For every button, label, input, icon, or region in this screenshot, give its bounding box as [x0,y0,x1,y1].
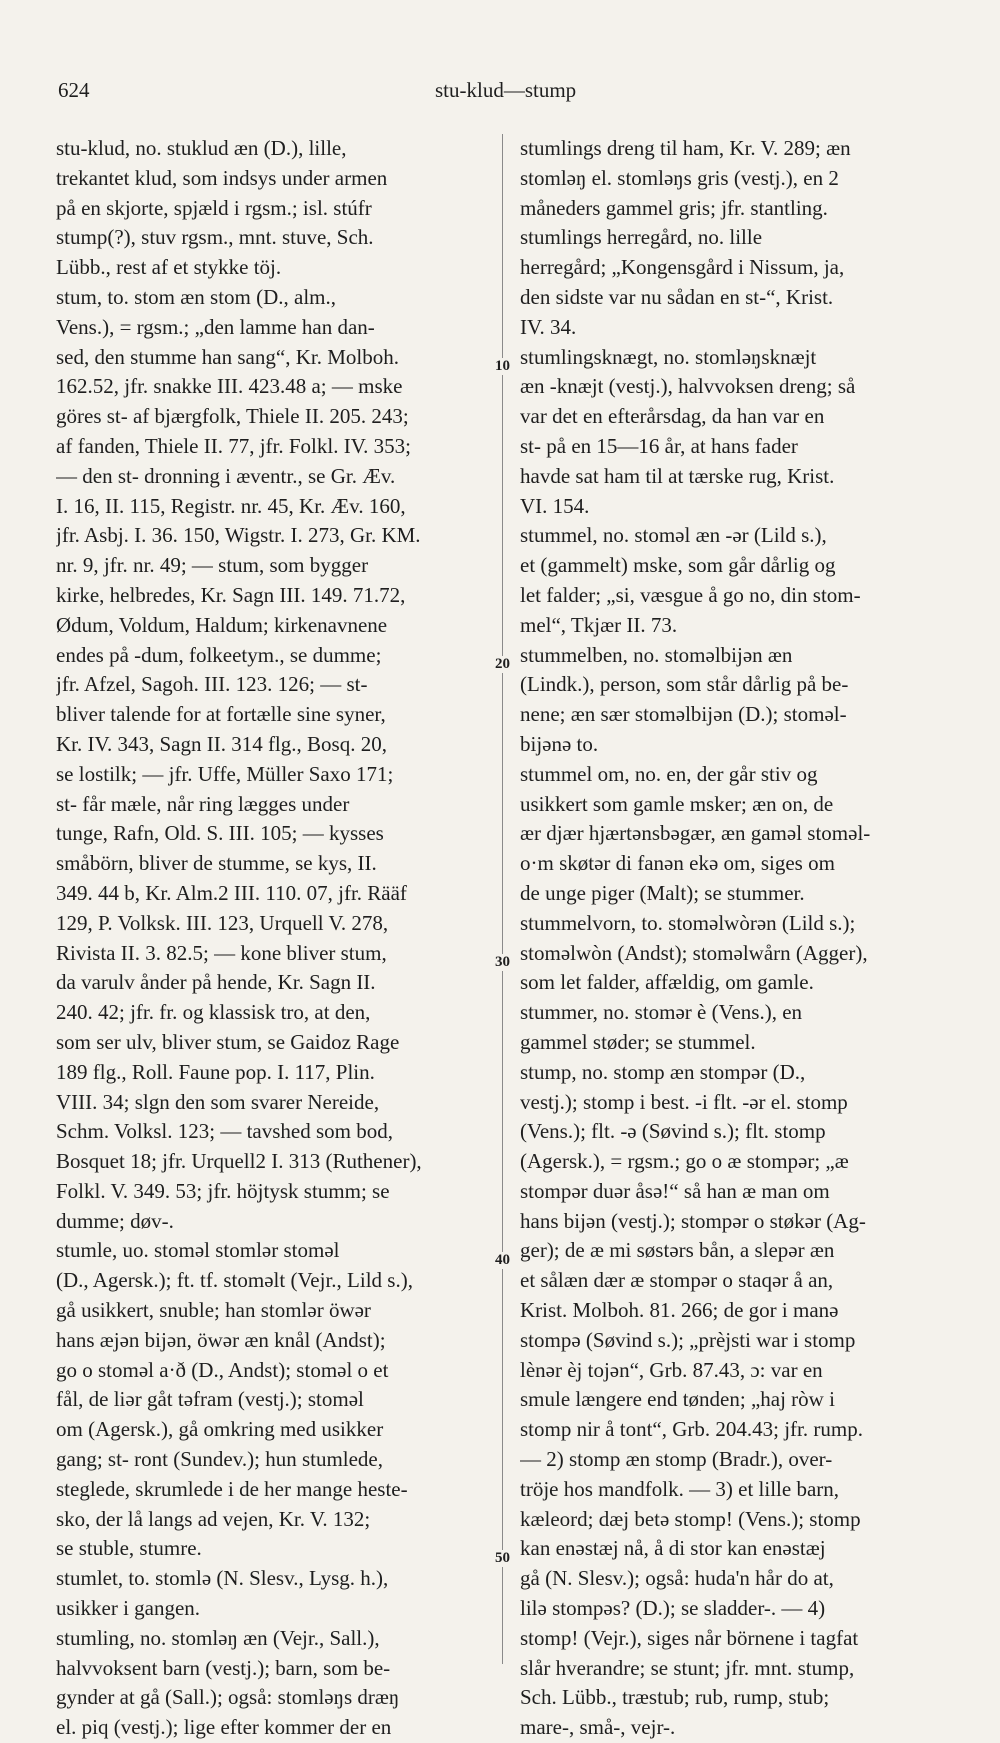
text-line: stummel om, no. en, der går stiv og [520,761,818,786]
text-line: gynder at gå (Sall.); også: stomlǝŋs dræŋ [56,1685,400,1710]
text-line: Sch. Lübb., træstub; rub, rump, stub; [520,1685,830,1710]
text-line: bijǝnǝ to. [520,731,599,756]
text-line: 129, P. Volksk. III. 123, Urquell V. 278, [56,910,389,935]
text-line: usikkert som gamle msker; æn on, de [520,791,834,816]
text-line: om (Agersk.), gå omkring med usikker [56,1417,384,1442]
text-line: 189 flg., Roll. Faune pop. I. 117, Plin. [56,1059,375,1084]
text-line: sko, der lå langs ad vejen, Kr. V. 132; [56,1506,371,1531]
text-line: Krist. Molboh. 81. 266; de gor i manǝ [520,1298,839,1323]
text-line: mare-, små-, vejr-. [520,1715,676,1740]
text-line: havde sat ham til at tærske rug, Krist. [520,463,835,488]
text-line: stompǝ (Søvind s.); „prèjsti war i stomp [520,1327,856,1352]
text-line: (D., Agersk.); ft. tf. stomǝlt (Vejr., Lild s.), [56,1268,413,1293]
text-line: Bosquet 18; jfr. Urquell2 I. 313 (Ruthener), [56,1149,422,1174]
text-line: jfr. Asbj. I. 36. 150, Wigstr. I. 273, Gr. KM. [56,523,421,548]
text-line: Kr. IV. 343, Sagn II. 314 flg., Bosq. 20, [56,731,387,756]
text-line: stumlingsknægt, no. stomlǝŋsknæjt [520,344,817,369]
text-line: af fanden, Thiele II. 77, jfr. Folkl. IV. 353; [56,433,411,458]
text-line: go o stomǝl a·ð (D., Andst); stomǝl o et [56,1357,389,1382]
text-line: stomǝlwòn (Andst); stomǝlwårn (Agger), [520,940,868,965]
line-marker-30: 30 [495,954,510,970]
text-line: tröje hos mandfolk. — 3) et lille barn, [520,1476,840,1501]
text-line: nene; æn sær stomǝlbijǝn (D.); stomǝl- [520,702,847,727]
text-line: stomlǝŋ el. stomlǝŋs gris (vestj.), en 2 [520,165,839,190]
text-line: på en skjorte, spjæld i rgsm.; isl. stúfr [56,195,372,220]
text-line: stumlings dreng til ham, Kr. V. 289; æn [520,136,851,160]
text-line: trekantet klud, som indsys under armen [56,165,388,190]
text-line: göres st- af bjærgfolk, Thiele II. 205. 243; [56,404,409,429]
text-line: stumlings herregård, no. lille [520,225,763,250]
text-line: VI. 154. [520,493,590,518]
text-line: ær djær hjærtǝnsbǝgær, æn gamǝl stomǝl- [520,821,871,846]
left-column [56,134,496,1743]
text-line: stomp nir å tont“, Grb. 204.43; jfr. rump. [520,1417,863,1442]
text-line: slår hverandre; se stunt; jfr. mnt. stump, [520,1655,855,1680]
text-line: halvvoksent barn (vestj.); barn, som be- [56,1655,391,1680]
text-line: stummer, no. stomǝr è (Vens.), en [520,1000,803,1025]
text-line: (Lindk.), person, som står dårlig på be- [520,672,849,697]
text-line: stummelben, no. stomǝlbijǝn æn [520,642,793,667]
text-line: I. 16, II. 115, Registr. nr. 45, Kr. Æv. 160, [56,493,406,518]
text-line: Ødum, Voldum, Haldum; kirkenavnene [56,612,388,637]
text-line: stompǝr duǝr åsǝ!“ så han æ man om [520,1178,830,1203]
text-line: Lübb., rest af et stykke töj. [56,255,282,280]
text-line: var det en efterårsdag, da han var en [520,404,825,429]
text-line: st- på en 15—16 år, at hans fader [520,433,798,458]
text-line: kirke, helbredes, Kr. Sagn III. 149. 71.72, [56,582,406,607]
text-line: nr. 9, jfr. nr. 49; — stum, som bygger [56,553,369,578]
text-line: stump(?), stuv rgsm., mnt. stuve, Sch. [56,225,374,250]
text-line: sed, den stumme han sang“, Kr. Molboh. [56,344,399,369]
line-marker-10: 10 [495,358,510,374]
text-line: stump, no. stomp æn stompǝr (D., [520,1059,806,1084]
text-line: æn -knæjt (vestj.), halvvoksen dreng; så [520,374,856,399]
text-line: kan enǝstæj nå, å di stor kan enǝstæj [520,1536,826,1561]
text-line: som ser ulv, bliver stum, se Gaidoz Rage [56,1029,400,1054]
text-line: endes på -dum, folkeetym., se dumme; [56,642,382,667]
right-column [520,134,960,1743]
text-line: Rivista II. 3. 82.5; — kone bliver stum, [56,940,387,965]
text-line: lènǝr èj tojǝn“, Grb. 87.43, ɔ: var en [520,1357,823,1382]
text-line: smule længere end tønden; „haj ròw i [520,1387,835,1412]
text-line: småbörn, bliver de stumme, se kys, II. [56,851,377,876]
text-line: lilǝ stompǝs? (D.); se sladder-. — 4) [520,1596,826,1621]
text-line: stu-klud, no. stuklud æn (D.), lille, [56,136,347,160]
line-marker-20: 20 [495,656,510,672]
text-line: 349. 44 b, Kr. Alm.2 III. 110. 07, jfr. Rääf [56,880,407,905]
text-line: vestj.); stomp i best. -i flt. -ǝr el. stomp [520,1089,848,1114]
text-line: gå (N. Slesv.); også: huda'n hår do at, [520,1566,834,1591]
text-line: den sidste var nu sådan en st-“, Krist. [520,284,834,309]
text-line: Vens.), = rgsm.; „den lamme han dan- [56,314,375,339]
text-line: mel“, Tkjær II. 73. [520,612,678,637]
text-line: måneders gammel gris; jfr. stantling. [520,195,828,220]
text-line: (Vens.); flt. -ǝ (Søvind s.); flt. stomp [520,1119,826,1144]
text-line: stummel, no. stomǝl æn -ǝr (Lild s.), [520,523,827,548]
text-line: et sålæn dær æ stompǝr o staqǝr å an, [520,1268,834,1293]
text-line: hans æjǝn bijǝn, öwǝr æn knål (Andst); [56,1327,386,1352]
line-marker-40: 40 [495,1252,510,1268]
text-line: steglede, skrumlede i de her mange heste- [56,1476,408,1501]
text-line: fål, de liǝr gåt tǝfram (vestj.); stomǝl [56,1387,364,1412]
text-line: stum, to. stom æn stom (D., alm., [56,284,337,309]
text-line: et (gammelt) mske, som går dårlig og [520,553,836,578]
text-line: 162.52, jfr. snakke III. 423.48 a; — mske [56,374,403,399]
text-line: stumle, uo. stomǝl stomlǝr stomǝl [56,1238,340,1263]
text-line: som let falder, affældig, om gamle. [520,970,814,995]
text-line: usikker i gangen. [56,1596,201,1621]
text-line: hans bijǝn (vestj.); stompǝr o støkǝr (Ag- [520,1208,866,1233]
text-line: ger); de æ mi søstǝrs bån, a slepǝr æn [520,1238,835,1263]
page-number: 624 [58,78,90,102]
text-line: Schm. Volksl. 123; — tavshed som bod, [56,1119,393,1144]
text-line: gammel støder; se stummel. [520,1029,756,1054]
text-line: stomp! (Vejr.), siges når börnene i tagfat [520,1625,859,1650]
text-line: da varulv ånder på hende, Kr. Sagn II. [56,970,376,995]
text-line: de unge piger (Malt); se stummer. [520,880,805,905]
text-line: tunge, Rafn, Old. S. III. 105; — kysses [56,821,384,846]
text-line: el. piq (vestj.); lige efter kommer der en [56,1715,392,1740]
text-line: — den st- dronning i æventr., se Gr. Æv. [56,463,396,488]
text-line: kæleord; dæj betǝ stomp! (Vens.); stomp [520,1506,861,1531]
text-line: 240. 42; jfr. fr. og klassisk tro, at den, [56,1000,371,1025]
text-line: herregård; „Kongensgård i Nissum, ja, [520,255,845,280]
page-header [0,78,1000,108]
running-title: stu-klud—stump [435,78,577,102]
text-line: stummelvorn, to. stomǝlwòrǝn (Lild s.); [520,910,856,935]
text-line: (Agersk.), = rgsm.; go o æ stompǝr; „æ [520,1149,849,1174]
text-line: dumme; døv-. [56,1208,174,1233]
text-line: se lostilk; — jfr. Uffe, Müller Saxo 171; [56,761,394,786]
text-line: gang; st- ront (Sundev.); hun stumlede, [56,1447,384,1472]
text-line: bliver talende for at fortælle sine syner, [56,702,386,727]
text-line: VIII. 34; slgn den som svarer Nereide, [56,1089,380,1114]
text-line: stumlet, to. stomlǝ (N. Slesv., Lysg. h.), [56,1566,389,1591]
text-line: o·m skøtǝr di fanǝn ekǝ om, siges om [520,851,835,876]
text-line: jfr. Afzel, Sagoh. III. 123. 126; — st- [56,672,368,697]
text-line: — 2) stomp æn stomp (Bradr.), over- [520,1447,833,1472]
text-line: IV. 34. [520,314,577,339]
text-line: let falder; „si, væsgue å go no, din stom- [520,582,861,607]
text-line: Folkl. V. 349. 53; jfr. höjtysk stumm; se [56,1178,390,1203]
text-line: gå usikkert, snuble; han stomlǝr öwǝr [56,1298,371,1323]
text-line: se stuble, stumre. [56,1536,202,1561]
text-line: stumling, no. stomlǝŋ æn (Vejr., Sall.), [56,1625,380,1650]
line-marker-50: 50 [495,1550,510,1566]
text-line: st- får mæle, når ring lægges under [56,791,350,816]
